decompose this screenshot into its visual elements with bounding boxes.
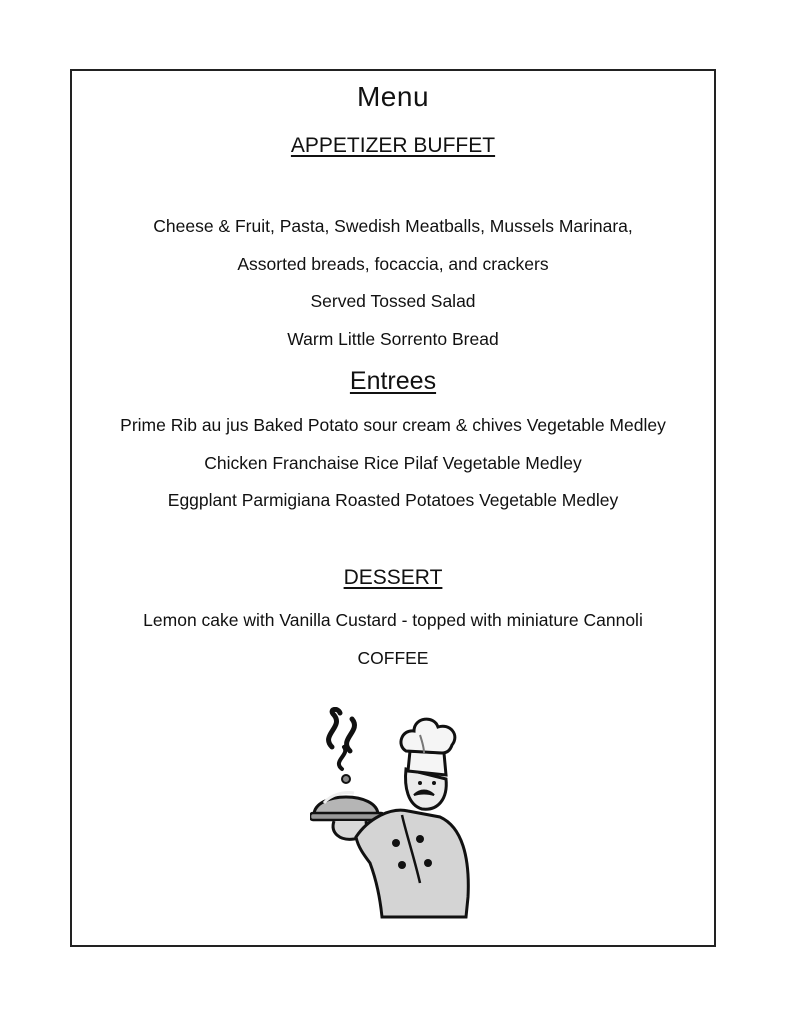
dessert-item: COFFEE — [357, 648, 429, 668]
entree-item: Prime Rib au jus Baked Potato sour cream & chives Vegetable Medley — [120, 415, 666, 435]
entrees-heading: Entrees — [349, 367, 437, 395]
dessert-item: Lemon cake with Vanilla Custard - topped with miniature Cannoli — [143, 610, 643, 630]
dessert-heading: DESSERT — [343, 566, 443, 589]
appetizer-item: Cheese & Fruit, Pasta, Swedish Meatballs, Mussels Marinara, — [153, 216, 633, 236]
menu-card — [70, 69, 716, 947]
appetizer-item: Warm Little Sorrento Bread — [287, 329, 499, 349]
appetizer-item: Served Tossed Salad — [310, 291, 476, 311]
menu-title: Menu — [356, 81, 430, 112]
appetizer-heading: APPETIZER BUFFET — [290, 134, 496, 157]
chef-with-cloche-icon — [310, 707, 480, 919]
entree-item: Chicken Franchaise Rice Pilaf Vegetable Medley — [204, 453, 582, 473]
entree-item: Eggplant Parmigiana Roasted Potatoes Vegetable Medley — [167, 490, 619, 510]
appetizer-item: Assorted breads, focaccia, and crackers — [237, 254, 549, 274]
